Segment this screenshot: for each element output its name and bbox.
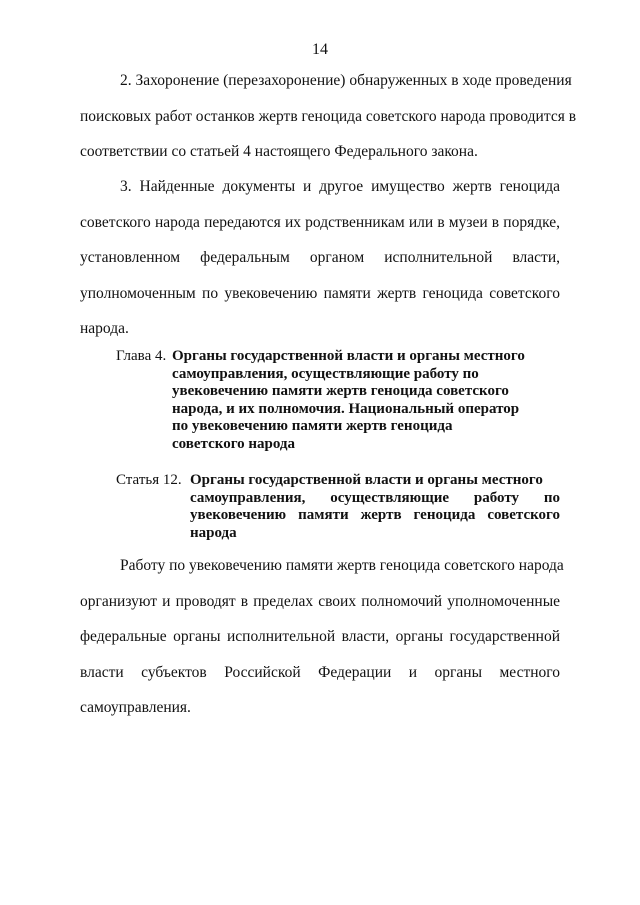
paragraph-line: 3. Найденные документы и другое имущество жертв геноцида	[120, 178, 560, 195]
paragraph-item-3	[80, 169, 560, 347]
chapter-heading	[0, 348, 640, 458]
chapter-label: Глава 4.	[116, 348, 167, 364]
paragraph-line: поисковых работ останков жертв геноцида советского народа проводится в	[80, 107, 577, 125]
chapter-title	[172, 348, 525, 453]
paragraph-line: народа.	[80, 320, 129, 337]
article-label: Статья 12.	[116, 472, 182, 488]
paragraph-line: федеральные органы исполнительной власти, органы государственной	[80, 628, 560, 645]
paragraph-line: самоуправления.	[80, 699, 191, 716]
paragraph-line: власти субъектов Российской Федерации и органы местного	[80, 663, 560, 681]
paragraph-line: уполномоченным по увековечению памяти жертв геноцида советского	[80, 284, 560, 302]
paragraph-item-body	[80, 548, 564, 726]
heading-line: самоуправления, осуществляющие работу по	[172, 365, 479, 382]
heading-line: по увековечению памяти жертв геноцида	[172, 418, 453, 434]
article-heading	[0, 472, 640, 547]
paragraph-item-2	[80, 63, 577, 170]
paragraph-line: Работу по увековечению памяти жертв геноцида советского народа	[120, 557, 564, 574]
heading-line: Органы государственной власти и органы местного	[190, 472, 543, 488]
paragraph-line: соответствии со статьей 4 настоящего Федерального закона.	[80, 143, 478, 160]
paragraph-line: 2. Захоронение (перезахоронение) обнаруженных в ходе проведения	[120, 72, 572, 89]
heading-line: народа, и их полномочия. Национальный оператор	[172, 400, 520, 417]
heading-line: увековечению памяти жертв геноцида советского	[190, 507, 560, 523]
paragraph-line: организуют и проводят в пределах своих полномочий уполномоченные	[80, 592, 560, 610]
paragraph-line: советского народа передаются их родственникам или в музеи в порядке,	[80, 213, 560, 231]
heading-line: народа	[190, 524, 237, 541]
heading-line: советского народа	[172, 435, 296, 452]
heading-line: Органы государственной власти и органы местного	[172, 348, 525, 364]
heading-line: увековечению памяти жертв геноцида советского	[172, 383, 509, 399]
paragraph-line: установленном федеральным органом исполнительной власти,	[80, 249, 560, 266]
page-number: 14	[312, 41, 328, 58]
article-title	[190, 472, 560, 542]
heading-line: самоуправления, осуществляющие работу по	[190, 489, 560, 506]
